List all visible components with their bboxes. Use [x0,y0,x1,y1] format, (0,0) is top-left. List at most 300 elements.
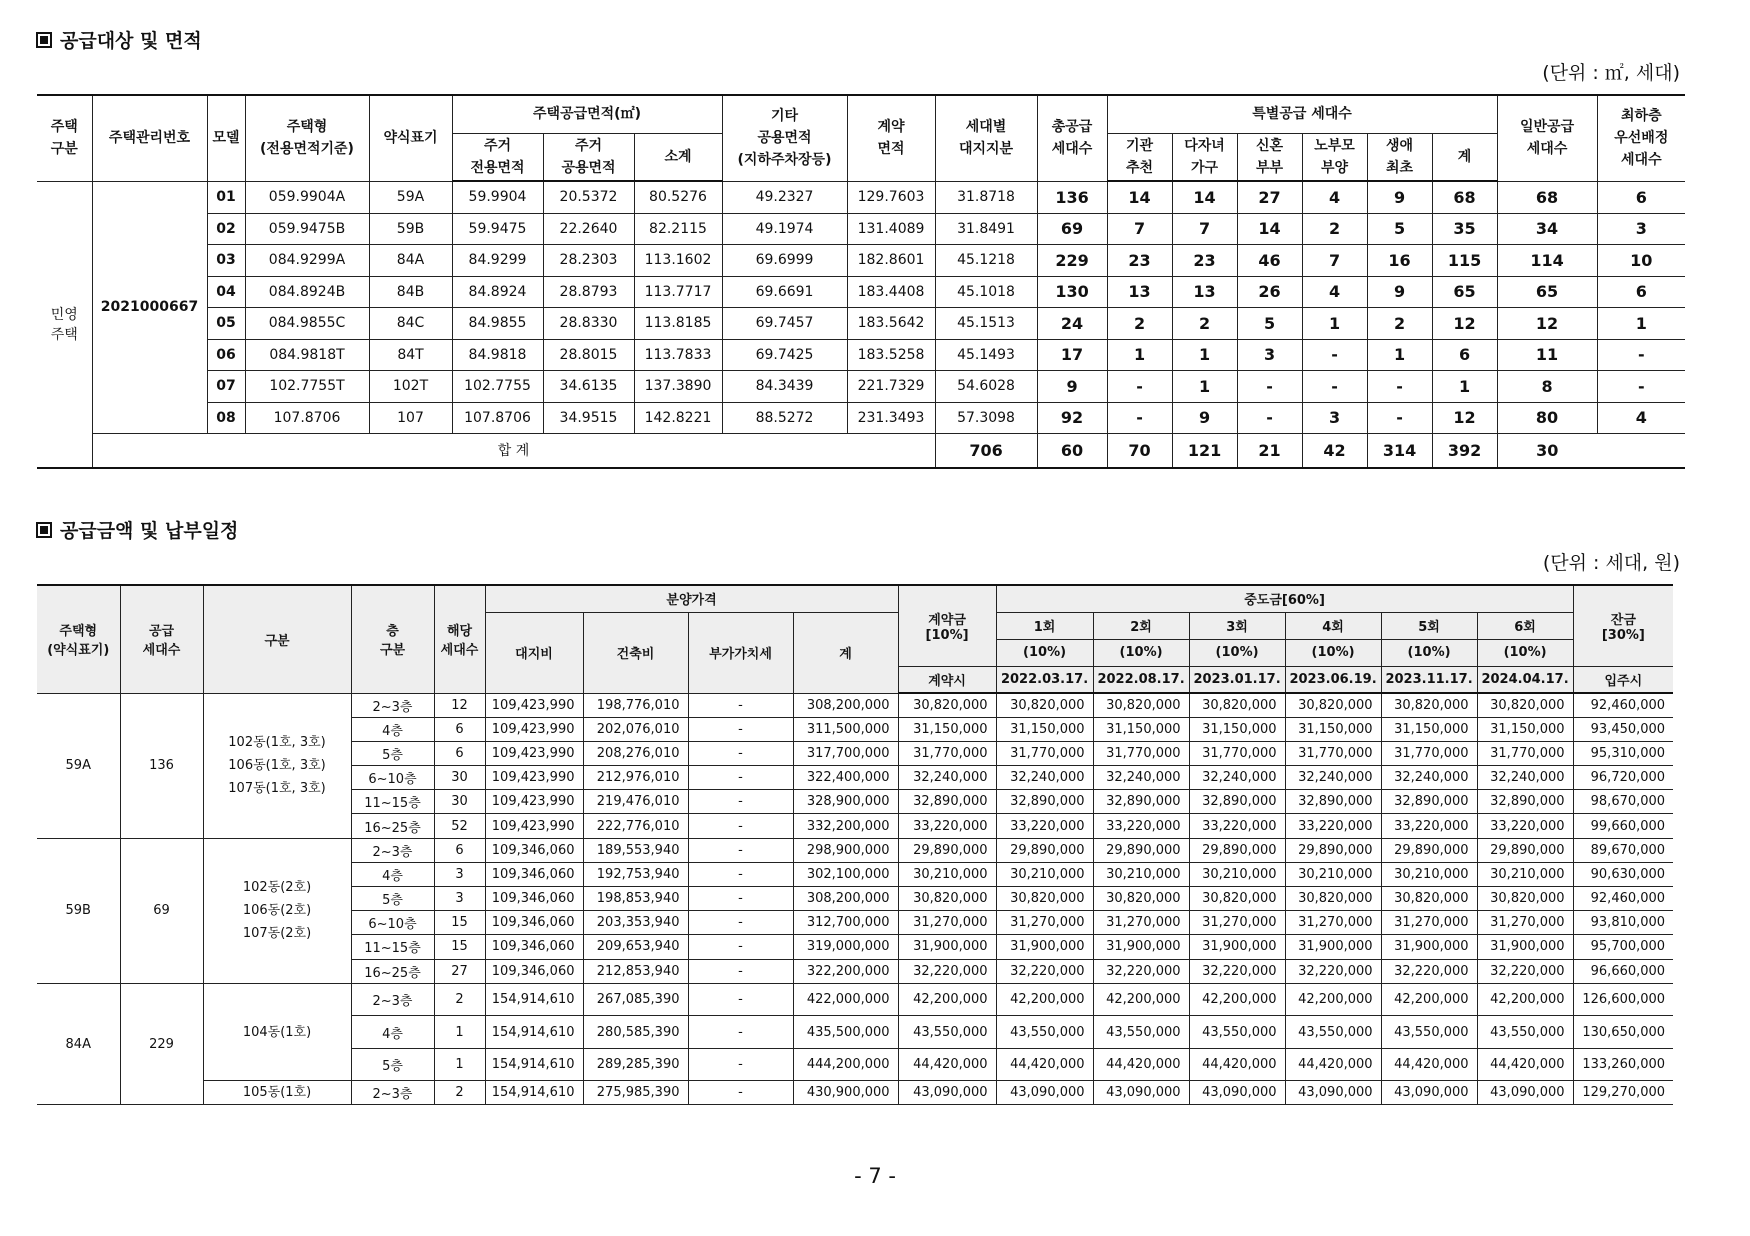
installment-cell: 30,820,000 [1189,887,1285,911]
abbr-cell: 84T [369,339,452,371]
installment-cell: 30,820,000 [996,887,1093,911]
newly-cell: - [1237,371,1302,403]
installment-cell: 30,210,000 [996,862,1093,886]
lowest-cell: 3 [1597,213,1685,245]
table-row [37,402,1685,434]
lowest-cell: 1 [1597,308,1685,340]
header-contract-area: 계약 면적 [847,95,935,181]
section1-unit: (단위 : ㎡, 세대) [1542,62,1680,84]
price-total-cell: 308,200,000 [793,887,898,911]
installment-cell: 42,200,000 [1093,983,1189,1016]
floor-cell: 2~3층 [351,1081,434,1105]
land-cell: 45.1018 [935,276,1037,308]
sum-general-cell: 392 [1432,434,1497,468]
installment-cell: 31,150,000 [1381,717,1477,741]
excl-cell: 84.8924 [452,276,543,308]
table-row [37,181,1685,213]
supply-cell: 136 [120,693,203,838]
comm-cell: 28.2303 [543,245,634,277]
header-inst-pct: (10%) [1381,639,1477,666]
elder-cell: - [1302,371,1367,403]
sub-cell: 113.8185 [634,308,722,340]
header-inst-no: 3회 [1189,612,1285,639]
installment-cell: 31,770,000 [1189,741,1285,765]
land-cost-cell: 109,423,990 [485,741,583,765]
vat-cell: - [688,1081,793,1105]
lowest-cell: - [1597,339,1685,371]
sum-total-cell: 706 [935,434,1037,468]
other-cell: 69.6999 [722,245,847,277]
other-cell: 84.3439 [722,371,847,403]
type-cell: 084.8924B [245,276,369,308]
supply-cell: 229 [120,983,203,1105]
first-cell: - [1367,371,1432,403]
header-inst-no: 1회 [996,612,1093,639]
land-cost-cell: 109,346,060 [485,887,583,911]
land-cost-cell: 109,423,990 [485,790,583,814]
balance-cell: 93,810,000 [1573,911,1673,935]
other-cell: 88.5272 [722,402,847,434]
units-cell: 6 [434,741,485,765]
deposit-cell: 31,770,000 [898,741,996,765]
build-cost-cell: 203,353,940 [583,911,688,935]
installment-cell: 31,150,000 [996,717,1093,741]
abbr-cell: 84A [369,245,452,277]
square-bullet-icon [36,522,52,538]
total-cell: 17 [1037,339,1107,371]
abbr-cell: 59A [369,181,452,213]
header-newlywed: 신혼 부부 [1237,133,1302,181]
installment-cell: 31,150,000 [1093,717,1189,741]
general-cell: 65 [1497,276,1597,308]
type-cell: 084.9818T [245,339,369,371]
installment-cell: 42,200,000 [1477,983,1573,1016]
vat-cell: - [688,741,793,765]
comm-cell: 34.6135 [543,371,634,403]
price-total-cell: 444,200,000 [793,1048,898,1081]
price-total-cell: 317,700,000 [793,741,898,765]
installment-cell: 31,900,000 [1285,935,1381,959]
division-line: 107동(2호) [242,926,312,942]
land-cell: 45.1493 [935,339,1037,371]
division-cell [203,983,351,1081]
sum-row [37,434,1685,468]
installment-cell: 30,210,000 [1189,862,1285,886]
type-cell: 084.9299A [245,245,369,277]
land-cell: 31.8491 [935,213,1037,245]
installment-cell: 31,770,000 [996,741,1093,765]
table-row [37,245,1685,277]
excl-cell: 59.9475 [452,213,543,245]
deposit-cell: 33,220,000 [898,814,996,838]
installment-cell: 32,890,000 [1189,790,1285,814]
header-model: 모델 [207,95,245,181]
installment-cell: 32,240,000 [996,766,1093,790]
installment-cell: 44,420,000 [1093,1048,1189,1081]
land-cell: 54.6028 [935,371,1037,403]
first-cell: 2 [1367,308,1432,340]
floor-cell: 5층 [351,1048,434,1081]
vat-cell: - [688,959,793,983]
sum-lowest-cell: 30 [1497,434,1597,468]
header-inst-pct: (10%) [996,639,1093,666]
header-division: 구분 [203,585,351,693]
general-cell: 80 [1497,402,1597,434]
land-cost-cell: 109,346,060 [485,935,583,959]
elder-cell: 1 [1302,308,1367,340]
mgmt-no-cell: 2021000667 [92,181,207,434]
comm-cell: 28.8330 [543,308,634,340]
multi-cell: 13 [1172,276,1237,308]
header-land-share: 세대별 대지지분 [935,95,1037,181]
division-cell [203,1081,351,1105]
land-cell: 57.3098 [935,402,1037,434]
build-cost-cell: 275,985,390 [583,1081,688,1105]
installment-cell: 30,820,000 [1381,887,1477,911]
first-cell: - [1367,402,1432,434]
land-cell: 31.8718 [935,181,1037,213]
multi-cell: 1 [1172,371,1237,403]
vat-cell: - [688,717,793,741]
contract-cell: 182.8601 [847,245,935,277]
vat-cell: - [688,862,793,886]
installment-cell: 30,820,000 [1285,693,1381,717]
sum-multi-cell: 70 [1107,434,1172,468]
installment-cell: 29,890,000 [996,838,1093,862]
land-cost-cell: 154,914,610 [485,1081,583,1105]
sum-label-cell: 합 계 [92,434,935,468]
vat-cell: - [688,838,793,862]
type-cell: 059.9475B [245,213,369,245]
excl-cell: 107.8706 [452,402,543,434]
deposit-cell: 30,820,000 [898,693,996,717]
table-row [37,308,1685,340]
header-inst-pct: (10%) [1093,639,1189,666]
deposit-cell: 32,890,000 [898,790,996,814]
stotal-cell: 68 [1432,181,1497,213]
contract-cell: 183.5642 [847,308,935,340]
floor-cell: 11~15층 [351,790,434,814]
type-cell: 59A [37,693,120,838]
inst-cell: - [1107,371,1172,403]
installment-cell: 42,200,000 [1285,983,1381,1016]
installment-cell: 32,220,000 [1189,959,1285,983]
contract-cell: 231.3493 [847,402,935,434]
page-number: - 7 - [854,1164,896,1188]
comm-cell: 20.5372 [543,181,634,213]
deposit-cell: 29,890,000 [898,838,996,862]
floor-cell: 11~15층 [351,935,434,959]
installment-cell: 32,220,000 [1093,959,1189,983]
inst-cell: - [1107,402,1172,434]
total-cell: 229 [1037,245,1107,277]
comm-cell: 22.2640 [543,213,634,245]
excl-cell: 84.9855 [452,308,543,340]
header-firsttime: 생애 최초 [1367,133,1432,181]
installment-cell: 30,820,000 [996,693,1093,717]
installment-cell: 31,150,000 [1285,717,1381,741]
comm-cell: 34.9515 [543,402,634,434]
price-total-cell: 312,700,000 [793,911,898,935]
price-total-cell: 328,900,000 [793,790,898,814]
price-total-cell: 308,200,000 [793,693,898,717]
header-elderly: 노부모 부양 [1302,133,1367,181]
model-cell: 08 [207,402,245,434]
installment-cell: 44,420,000 [1285,1048,1381,1081]
balance-cell: 95,310,000 [1573,741,1673,765]
header-inst-date: 2023.06.19. [1285,666,1381,693]
header-inst-no: 4회 [1285,612,1381,639]
installment-cell: 43,090,000 [1093,1081,1189,1105]
installment-cell: 32,240,000 [1285,766,1381,790]
abbr-cell: 84B [369,276,452,308]
installment-cell: 33,220,000 [1189,814,1285,838]
installment-cell: 30,820,000 [1285,887,1381,911]
build-cost-cell: 202,076,010 [583,717,688,741]
stotal-cell: 12 [1432,308,1497,340]
floor-cell: 16~25층 [351,814,434,838]
vat-cell: - [688,790,793,814]
inst-cell: 2 [1107,308,1172,340]
header-price: 분양가격 [485,585,898,612]
installment-cell: 30,210,000 [1381,862,1477,886]
housing-group-cell [37,181,92,468]
floor-cell: 4층 [351,717,434,741]
stotal-cell: 6 [1432,339,1497,371]
header-inst-date: 2024.04.17. [1477,666,1573,693]
supply-area-table [37,94,1685,469]
installment-cell: 32,890,000 [1093,790,1189,814]
multi-cell: 7 [1172,213,1237,245]
balance-cell: 99,660,000 [1573,814,1673,838]
floor-cell: 2~3층 [351,838,434,862]
header-institution: 기관 추천 [1107,133,1172,181]
units-cell: 52 [434,814,485,838]
newly-cell: 14 [1237,213,1302,245]
installment-cell: 32,890,000 [1381,790,1477,814]
land-cost-cell: 109,423,990 [485,693,583,717]
land-cost-cell: 109,346,060 [485,838,583,862]
installment-cell: 31,770,000 [1477,741,1573,765]
build-cost-cell: 280,585,390 [583,1016,688,1049]
comm-cell: 28.8015 [543,339,634,371]
installment-cell: 33,220,000 [1381,814,1477,838]
header-deposit-when: 계약시 [898,666,996,693]
abbr-cell: 59B [369,213,452,245]
table-row [37,276,1685,308]
installment-cell: 32,220,000 [1381,959,1477,983]
installment-cell: 32,240,000 [1381,766,1477,790]
units-cell: 6 [434,838,485,862]
build-cost-cell: 212,853,940 [583,959,688,983]
balance-cell: 93,450,000 [1573,717,1673,741]
model-cell: 01 [207,181,245,213]
deposit-cell: 31,900,000 [898,935,996,959]
header-mgmt-no: 주택관리번호 [92,95,207,181]
multi-cell: 2 [1172,308,1237,340]
price-total-cell: 322,400,000 [793,766,898,790]
installment-cell: 31,270,000 [1285,911,1381,935]
type-cell: 84A [37,983,120,1105]
contract-cell: 131.4089 [847,213,935,245]
header-abbr: 약식표기 [369,95,452,181]
installment-cell: 30,820,000 [1477,887,1573,911]
header-balance: 잔금 [30%] [1573,585,1673,666]
installment-cell: 43,090,000 [996,1081,1093,1105]
elder-cell: 4 [1302,181,1367,213]
balance-cell: 96,720,000 [1573,766,1673,790]
elder-cell: 3 [1302,402,1367,434]
build-cost-cell: 222,776,010 [583,814,688,838]
land-cost-cell: 109,346,060 [485,959,583,983]
installment-cell: 44,420,000 [996,1048,1093,1081]
vat-cell: - [688,766,793,790]
general-cell: 114 [1497,245,1597,277]
header-balance-when: 입주시 [1573,666,1673,693]
newly-cell: 3 [1237,339,1302,371]
vat-cell: - [688,693,793,717]
total-cell: 92 [1037,402,1107,434]
build-cost-cell: 208,276,010 [583,741,688,765]
units-cell: 12 [434,693,485,717]
header-subtotal: 소계 [634,133,722,181]
division-line: 107동(1호, 3호) [228,781,326,797]
header-inst-date: 2023.11.17. [1381,666,1477,693]
installment-cell: 42,200,000 [1189,983,1285,1016]
header-total-supply: 총공급 세대수 [1037,95,1107,181]
installment-cell: 31,770,000 [1285,741,1381,765]
comm-cell: 28.8793 [543,276,634,308]
stotal-cell: 35 [1432,213,1497,245]
balance-cell: 96,660,000 [1573,959,1673,983]
installment-cell: 33,220,000 [1285,814,1381,838]
units-cell: 1 [434,1016,485,1049]
units-cell: 15 [434,935,485,959]
balance-cell: 126,600,000 [1573,983,1673,1016]
balance-cell: 133,260,000 [1573,1048,1673,1081]
sub-cell: 137.3890 [634,371,722,403]
header-inst-no: 2회 [1093,612,1189,639]
vat-cell: - [688,887,793,911]
deposit-cell: 30,820,000 [898,887,996,911]
other-cell: 69.6691 [722,276,847,308]
stotal-cell: 115 [1432,245,1497,277]
installment-cell: 29,890,000 [1189,838,1285,862]
installment-cell: 30,820,000 [1093,887,1189,911]
type-cell: 102.7755T [245,371,369,403]
contract-cell: 221.7329 [847,371,935,403]
installment-cell: 30,820,000 [1093,693,1189,717]
sub-cell: 80.5276 [634,181,722,213]
division-line: 106동(1호, 3호) [228,758,326,774]
multi-cell: 1 [1172,339,1237,371]
units-cell: 3 [434,862,485,886]
inst-cell: 23 [1107,245,1172,277]
header-supply-count: 공급 세대수 [120,585,203,693]
installment-cell: 33,220,000 [996,814,1093,838]
multi-cell: 14 [1172,181,1237,213]
installment-cell: 32,220,000 [996,959,1093,983]
vat-cell: - [688,814,793,838]
installment-cell: 43,090,000 [1285,1081,1381,1105]
division-line: 105동(1호) [242,1085,312,1101]
deposit-cell: 44,420,000 [898,1048,996,1081]
price-schedule-table [37,584,1673,1105]
model-cell: 02 [207,213,245,245]
balance-cell: 130,650,000 [1573,1016,1673,1049]
vat-cell: - [688,935,793,959]
first-cell: 16 [1367,245,1432,277]
vat-cell: - [688,1048,793,1081]
floor-cell: 2~3층 [351,983,434,1016]
supply-cell: 69 [120,838,203,983]
sum-stotal-cell: 314 [1367,434,1432,468]
group-label: 민영 [50,307,78,323]
elder-cell: - [1302,339,1367,371]
build-cost-cell: 289,285,390 [583,1048,688,1081]
elder-cell: 4 [1302,276,1367,308]
deposit-cell: 43,550,000 [898,1016,996,1049]
installment-cell: 32,240,000 [1093,766,1189,790]
land-cost-cell: 154,914,610 [485,983,583,1016]
installment-cell: 32,890,000 [1285,790,1381,814]
general-cell: 11 [1497,339,1597,371]
installment-cell: 32,240,000 [1189,766,1285,790]
price-schedule-body [37,693,1673,1105]
newly-cell: 27 [1237,181,1302,213]
model-cell: 06 [207,339,245,371]
other-cell: 49.2327 [722,181,847,213]
price-total-cell: 430,900,000 [793,1081,898,1105]
inst-cell: 7 [1107,213,1172,245]
excl-cell: 59.9904 [452,181,543,213]
installment-cell: 32,890,000 [1477,790,1573,814]
units-cell: 30 [434,766,485,790]
contract-cell: 129.7603 [847,181,935,213]
header-price-total: 계 [793,612,898,693]
installment-cell: 44,420,000 [1477,1048,1573,1081]
land-cost-cell: 109,346,060 [485,911,583,935]
installment-cell: 29,890,000 [1093,838,1189,862]
installment-cell: 43,550,000 [1093,1016,1189,1049]
header-lowest-floor: 최하층 우선배정 세대수 [1597,95,1685,181]
header-inst-no: 6회 [1477,612,1573,639]
header-deposit: 계약금 [10%] [898,585,996,666]
balance-cell: 129,270,000 [1573,1081,1673,1105]
division-line: 104동(1호) [242,1024,312,1040]
header-supply-area: 주택공급면적(㎡) [452,95,722,133]
section2-heading [36,516,238,543]
division-cell [203,838,351,983]
installment-cell: 30,820,000 [1381,693,1477,717]
header-house-type: 주택형 (전용면적기준) [245,95,369,181]
installment-cell: 31,770,000 [1381,741,1477,765]
stotal-cell: 1 [1432,371,1497,403]
sub-cell: 113.7717 [634,276,722,308]
deposit-cell: 31,270,000 [898,911,996,935]
installment-cell: 31,150,000 [1189,717,1285,741]
newly-cell: 26 [1237,276,1302,308]
units-cell: 1 [434,1048,485,1081]
vat-cell: - [688,1016,793,1049]
excl-cell: 84.9818 [452,339,543,371]
sub-cell: 113.1602 [634,245,722,277]
inst-cell: 13 [1107,276,1172,308]
floor-cell: 4층 [351,1016,434,1049]
general-cell: 68 [1497,181,1597,213]
build-cost-cell: 219,476,010 [583,790,688,814]
price-total-cell: 302,100,000 [793,862,898,886]
